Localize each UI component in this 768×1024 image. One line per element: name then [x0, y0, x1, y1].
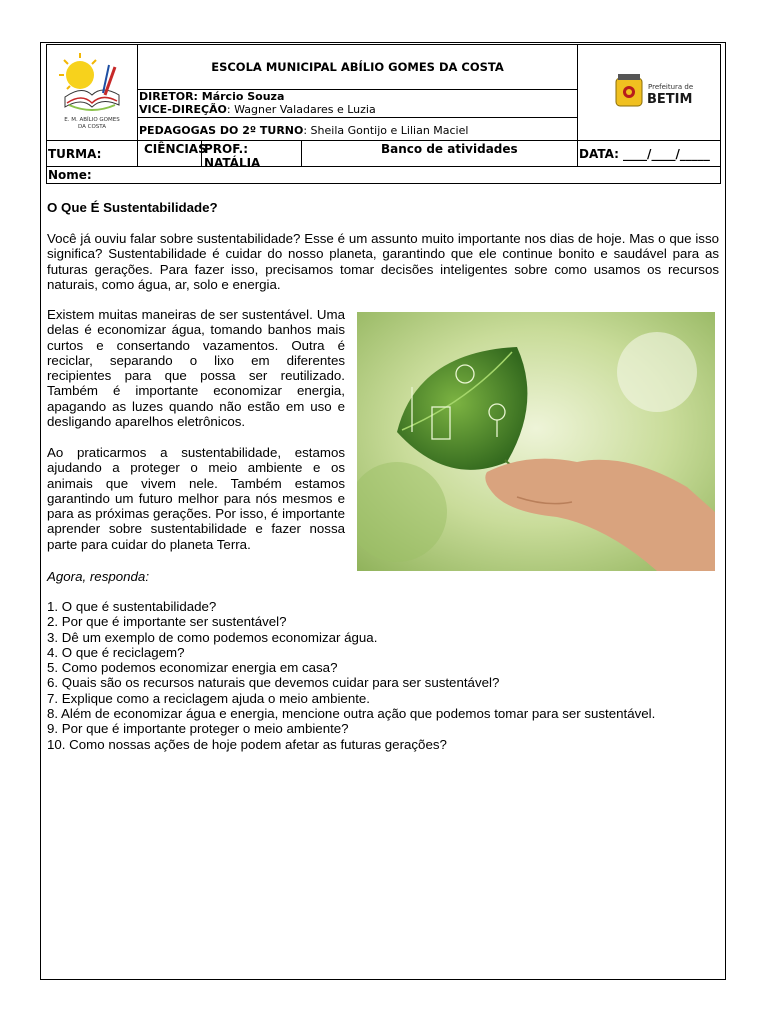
teacher-field: PROF.: NATÁLIA — [201, 140, 302, 167]
question-item: 2. Por que é importante ser sustentável? — [47, 614, 287, 630]
question-item: 6. Quais são os recursos naturais que devemos cuidar para ser sustentável? — [47, 675, 500, 691]
intro-paragraph: Você já ouviu falar sobre sustentabilidade? Esse é um assunto muito importante nos dias de hoje. Mas o que isso significa? Sustentabilidade é cuidar do nosso planeta, garantindo que ele continue bonito e saudável para as futuras gerações. Para fazer isso, precisamos tomar decisões inteligentes sobre como usamos os recursos naturais, como água, ar, solo e energia. — [47, 231, 719, 292]
pedagogas-info — [137, 117, 578, 141]
ways-paragraph: Existem muitas maneiras de ser sustentável. Uma delas é economizar água, tomando banhos mais curtos e consertando vazamentos. Outra é reciclar, separando o lixo em diferentes recipientes para que possa ser reutilizado. Também é importante economizar energia, apagando as luzes quando não estão em uso e desligando aparelhos eletrônicos. — [47, 307, 345, 430]
vice-value: : Wagner Valadares e Luzia — [226, 103, 376, 116]
question-item: 4. O que é reciclagem? — [47, 644, 185, 660]
bank-title: Banco de atividades — [301, 140, 578, 167]
hand-holding-leaf-photo — [357, 312, 715, 571]
ped-label: PEDAGOGAS DO 2º TURNO — [139, 124, 304, 137]
svg-text:Prefeitura de: Prefeitura de — [648, 83, 694, 91]
school-logo — [46, 44, 138, 141]
instruction-text: Agora, responda: — [47, 569, 150, 584]
turma-field: TURMA: — [46, 140, 138, 167]
svg-text:E. M. ABÍLIO GOMES: E. M. ABÍLIO GOMES — [64, 117, 120, 123]
question-item: 5. Como podemos economizar energia em casa? — [47, 660, 338, 676]
question-item: 7. Explique como a reciclagem ajuda o meio ambiente. — [47, 690, 370, 706]
question-item: 1. O que é sustentabilidade? — [47, 599, 217, 614]
betim-logo — [577, 44, 721, 141]
article-title: O Que É Sustentabilidade? — [47, 200, 218, 215]
subject-field: CIÊNCIAS — [137, 140, 202, 167]
director-value: Márcio Souza — [197, 90, 285, 103]
ped-value: : Sheila Gontijo e Lilian Maciel — [303, 124, 469, 137]
betim-crest-icon — [578, 45, 720, 140]
vice-label: VICE-DIREÇÃO — [139, 103, 227, 116]
question-item: 3. Dê um exemplo de como podemos economizar água. — [47, 629, 378, 645]
director-info — [137, 89, 578, 118]
svg-text:BETIM: BETIM — [647, 92, 693, 107]
question-item: 8. Além de economizar água e energia, mencione outra ação que podemos tomar para ser sustentável. — [47, 706, 656, 722]
date-field: DATA: ____/____/_____ — [577, 140, 721, 167]
school-name: ESCOLA MUNICIPAL ABÍLIO GOMES DA COSTA — [137, 44, 578, 90]
question-list — [47, 599, 727, 752]
header-table — [46, 44, 721, 185]
school-logo-icon — [47, 45, 137, 140]
question-item: 9. Por que é importante proteger o meio ambiente? — [47, 721, 349, 737]
svg-text:DA COSTA: DA COSTA — [77, 124, 107, 130]
name-field: Nome: — [46, 166, 721, 184]
benefits-paragraph: Ao praticarmos a sustentabilidade, estamos ajudando a proteger o meio ambiente e os animais que vivem nele. Também estamos garantindo um futuro melhor para nós mesmos e para as próximas gerações. Por isso, é importante aprender sobre sustentabilidade e fazer nossa parte para cuidar do planeta Terra. — [47, 445, 345, 552]
director-label: DIRETOR: — [139, 90, 198, 103]
question-item: 10. Como nossas ações de hoje podem afetar as futuras gerações? — [47, 736, 447, 752]
